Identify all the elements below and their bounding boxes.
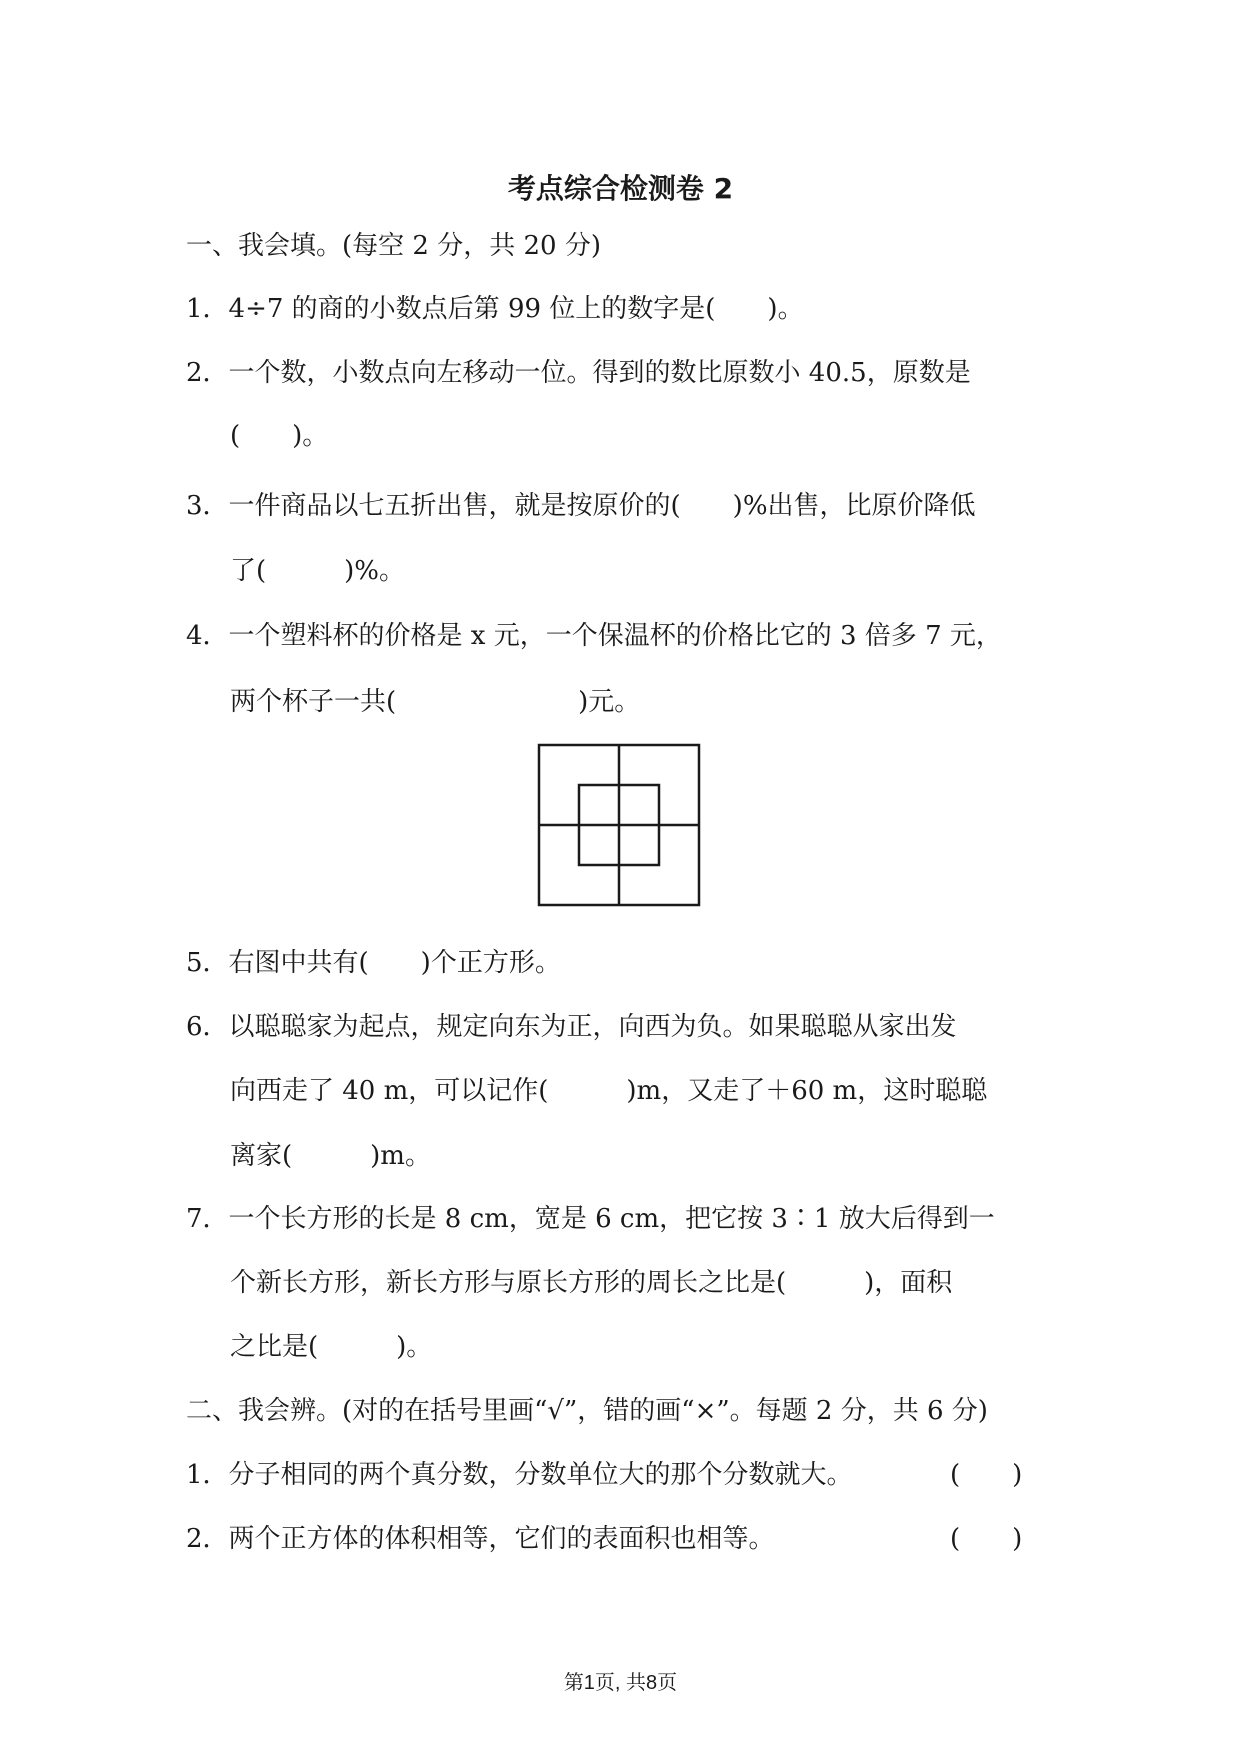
question-1-3-line-2: 了( )%。 [230, 556, 405, 586]
question-1-7-line-3: 之比是( )。 [230, 1332, 433, 1362]
page-title: 考点综合检测卷 2 [507, 172, 734, 205]
question-1-7-line-2: 个新长方形，新长方形与原长方形的周长之比是( )，面积 [230, 1268, 953, 1298]
question-1-5: 5．右图中共有( )个正方形。 [186, 948, 561, 978]
answer-parentheses-2-2: ( ) [950, 1524, 1023, 1554]
question-1-2-line-1: 2．一个数，小数点向左移动一位。得到的数比原数小 40.5，原数是 [186, 358, 971, 388]
squares-figure [537, 743, 701, 907]
page-footer: 第1页, 共8页 [563, 1672, 678, 1694]
question-1-6-line-2: 向西走了 40 m，可以记作( )m，又走了＋60 m，这时聪聪 [230, 1076, 988, 1106]
question-1-6-line-1: 6．以聪聪家为起点，规定向东为正，向西为负。如果聪聪从家出发 [186, 1012, 957, 1042]
answer-parentheses-2-1: ( ) [950, 1460, 1023, 1490]
section-1-heading: 一、我会填。(每空 2 分，共 20 分) [186, 231, 601, 261]
question-1-6-line-3: 离家( )m。 [230, 1141, 431, 1171]
question-1-4-line-1: 4．一个塑料杯的价格是 x 元，一个保温杯的价格比它的 3 倍多 7 元， [186, 621, 1002, 651]
section-2-heading: 二、我会辨。(对的在括号里画“√”，错的画“×”。每题 2 分，共 6 分) [186, 1396, 988, 1426]
question-1-2-line-2: ( )。 [230, 421, 329, 451]
question-1-1: 1．4÷7 的商的小数点后第 99 位上的数字是( )。 [186, 294, 804, 324]
question-2-2: 2．两个正方体的体积相等，它们的表面积也相等。 [186, 1524, 775, 1554]
question-2-1: 1．分子相同的两个真分数，分数单位大的那个分数就大。 [186, 1460, 853, 1490]
question-1-7-line-1: 7．一个长方形的长是 8 cm，宽是 6 cm，把它按 3∶1 放大后得到一 [186, 1204, 995, 1234]
question-1-3-line-1: 3．一件商品以七五折出售，就是按原价的( )%出售，比原价降低 [186, 491, 976, 521]
question-1-4-line-2: 两个杯子一共( )元。 [230, 687, 641, 717]
